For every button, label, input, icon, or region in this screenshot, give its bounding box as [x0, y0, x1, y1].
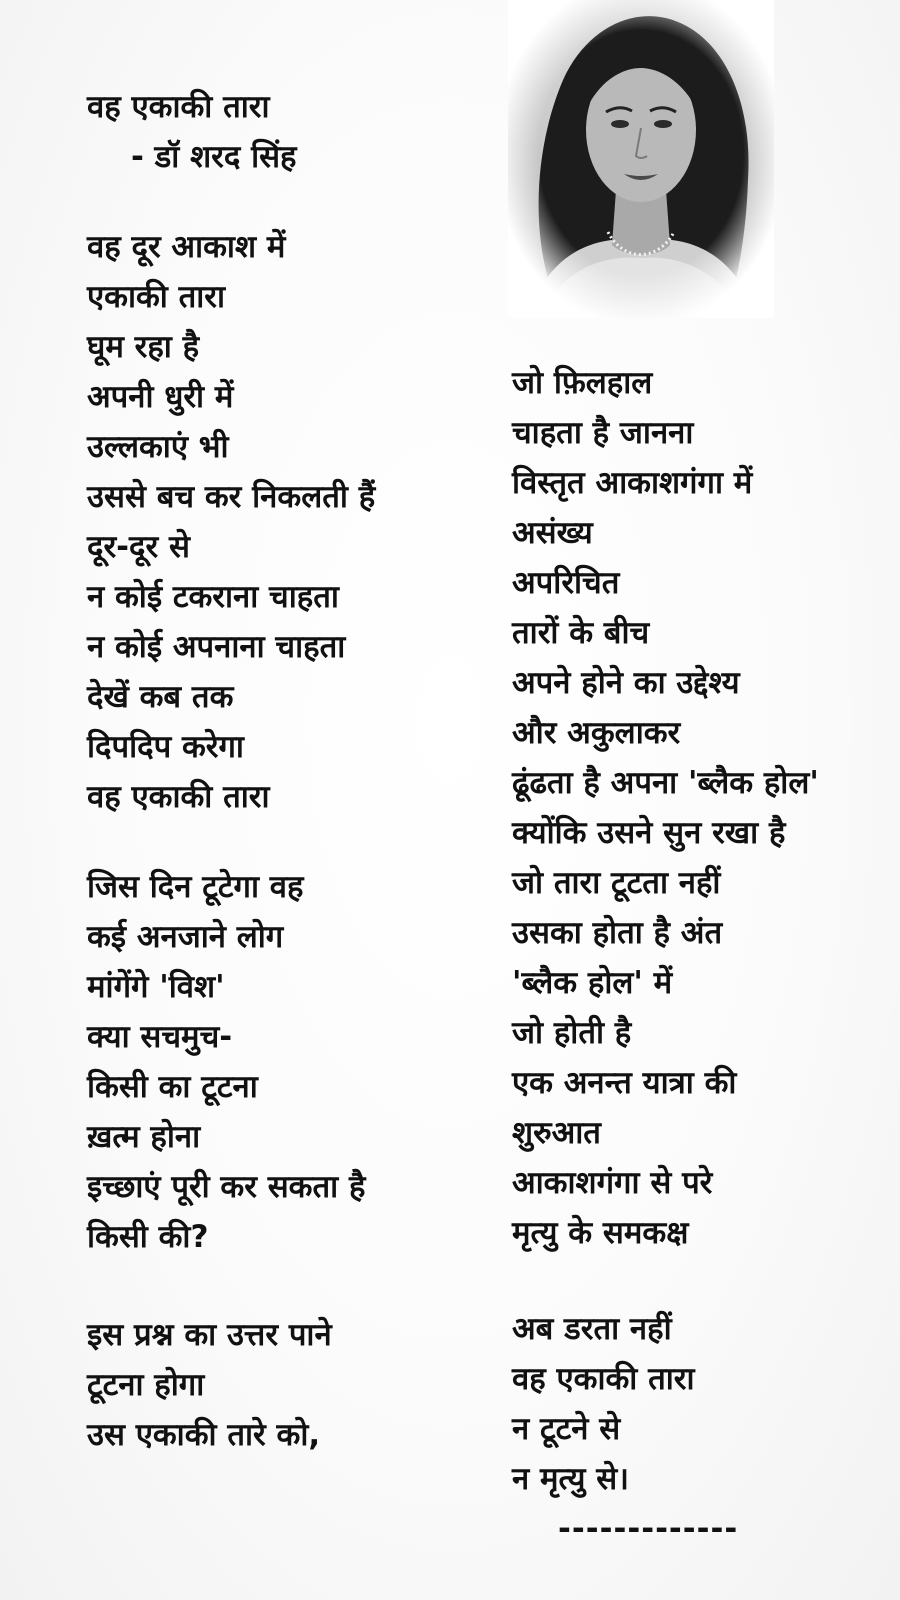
poem-line: दूर-दूर से [87, 529, 190, 565]
poem-line: उल्लकाएं भी [87, 429, 229, 465]
poem-line: आकाशगंगा से परे [512, 1165, 713, 1201]
poem-line: चाहता है जानना [512, 415, 694, 451]
poem-line: और अकुलाकर [512, 715, 681, 751]
portrait-sketch-icon [508, 0, 774, 318]
poem-line: अपने होने का उद्देश्य [512, 665, 740, 701]
poem-line: जो फ़िलहाल [512, 365, 653, 401]
poem-author: - डॉ शरद सिंह [131, 139, 297, 175]
stanza-2 [87, 862, 375, 1262]
poem-line: न कोई टकराना चाहता [87, 579, 339, 615]
poem-line: उस एकाकी तारे को, [87, 1417, 321, 1453]
poem-line: देखें कब तक [87, 679, 234, 715]
poem-line: क्या सचमुच- [87, 1019, 233, 1055]
poem-line: वह एकाकी तारा [512, 1361, 695, 1397]
poem-line: विस्तृत आकाशगंगा में [512, 465, 753, 501]
poem-line: किसी की? [87, 1219, 209, 1255]
poem-line: अब डरता नहीं [512, 1311, 672, 1347]
stanza-3 [87, 1310, 375, 1460]
poem-line: टूटना होगा [87, 1367, 205, 1403]
poem-line: इच्छाएं पूरी कर सकता है [87, 1169, 366, 1205]
end-divider: ------------- [558, 1511, 739, 1547]
poem-line: मांगेंगे 'विश' [87, 969, 225, 1005]
poem-line: क्योंकि उसने सुन रखा है [512, 815, 786, 851]
poem-line: न टूटने से [512, 1411, 621, 1447]
poem-line: एक अनन्त यात्रा की [512, 1065, 737, 1101]
poem-line: इस प्रश्न का उत्तर पाने [87, 1317, 332, 1353]
poem-line: ख़त्म होना [87, 1119, 201, 1155]
poem-line: जो तारा टूटता नहीं [512, 865, 721, 901]
poem-line: न कोई अपनाना चाहता [87, 629, 346, 665]
poem-line: उससे बच कर निकलती हैं [87, 479, 376, 515]
poem-line: किसी का टूटना [87, 1069, 258, 1105]
stanza-5 [512, 1304, 819, 1504]
author-portrait [508, 0, 774, 318]
poem-line: कई अनजाने लोग [87, 919, 284, 955]
poem-right-column [512, 358, 819, 1554]
poem-line: असंख्य [512, 515, 593, 551]
poem-line: अपनी धुरी में [87, 379, 234, 415]
poem-line: मृत्यु के समकक्ष [512, 1215, 689, 1251]
poem-line: अपरिचित [512, 565, 620, 601]
stanza-4 [512, 358, 819, 1258]
poem-line: ढूंढता है अपना 'ब्लैक होल' [512, 765, 819, 801]
poem-line: एकाकी तारा [87, 279, 226, 315]
poem-line: जो होती है [512, 1015, 632, 1051]
poem-line: तारों के बीच [512, 615, 650, 651]
poem-left-column [87, 82, 375, 1460]
poem-line: 'ब्लैक होल' में [512, 965, 673, 1001]
poem-line: दिपदिप करेगा [87, 729, 244, 765]
poem-line: शुरुआत [512, 1115, 601, 1151]
poem-line: उसका होता है अंत [512, 915, 723, 951]
poem-title: वह एकाकी तारा [87, 89, 270, 125]
poem-line: घूम रहा है [87, 329, 200, 365]
poem-line: वह दूर आकाश में [87, 229, 286, 265]
stanza-1 [87, 222, 375, 822]
poem-line: न मृत्यु से। [512, 1461, 630, 1497]
poem-line: वह एकाकी तारा [87, 779, 270, 815]
poem-line: जिस दिन टूटेगा वह [87, 869, 304, 905]
